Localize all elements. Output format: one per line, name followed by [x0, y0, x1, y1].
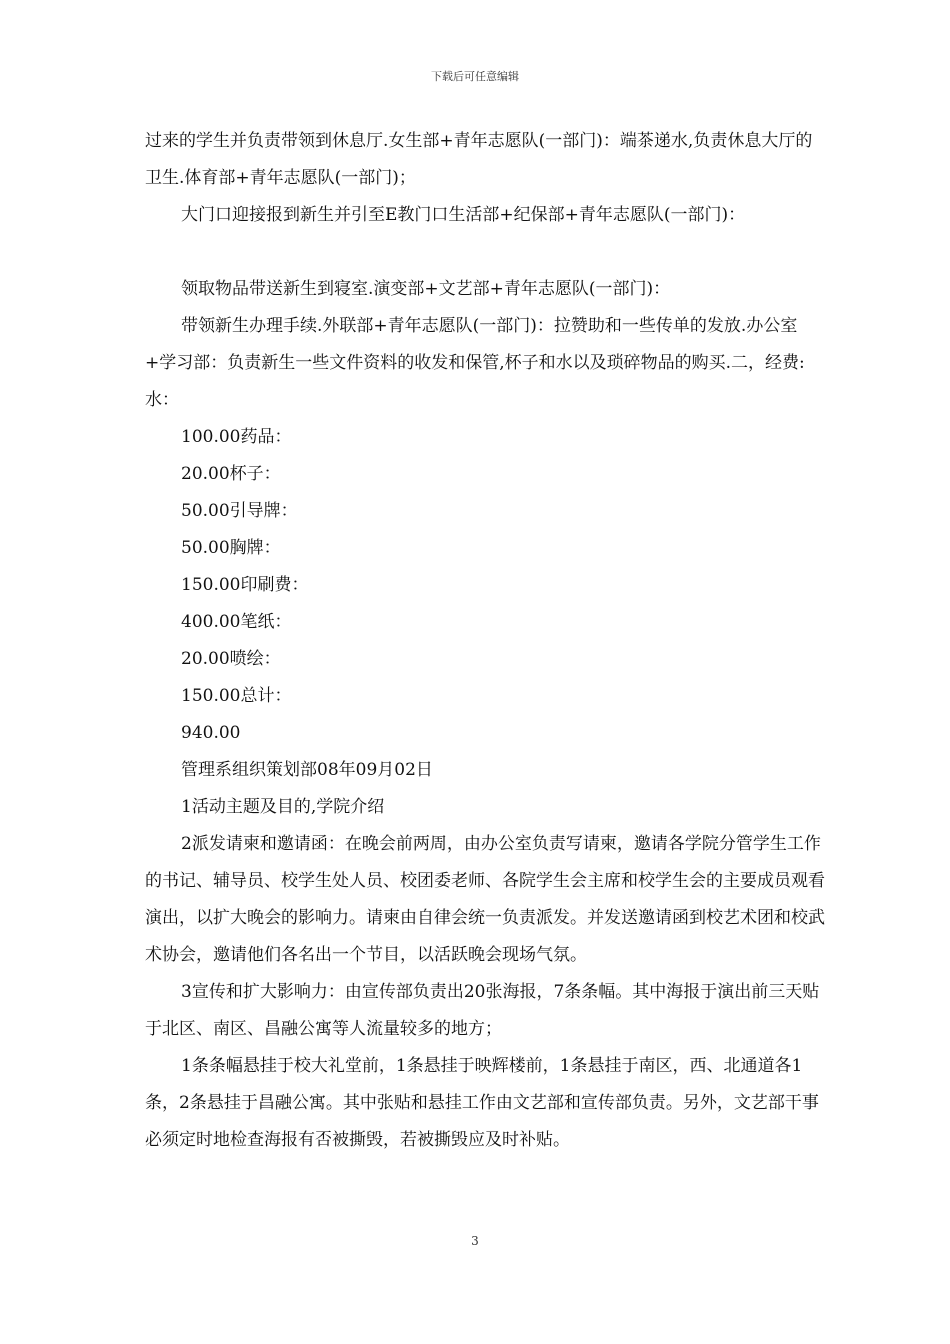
expense-guide-signs: 50.00引导牌： — [181, 501, 298, 521]
signature-date: 管理系组织策划部08年09月02日 — [181, 760, 433, 780]
page-number: 3 — [471, 1234, 479, 1248]
blank-line — [145, 234, 825, 271]
paragraph-publicity: 3宣传和扩大影响力：由宣传部负责出20张海报，7条条幅。其中海报于演出前三天贴于北区、南区、昌融公寓等人流量较多的地方； — [145, 982, 820, 1039]
expense-printing: 150.00印刷费： — [181, 575, 309, 595]
page-header: 下载后可任意编辑 — [431, 70, 519, 83]
section-heading-theme: 1活动主题及目的,学院介绍 — [181, 797, 385, 817]
expense-spray-print: 20.00喷绘： — [181, 649, 281, 669]
expense-pens-paper: 400.00笔纸： — [181, 612, 292, 632]
expense-cups: 20.00杯子： — [181, 464, 281, 484]
paragraph-dorm-escort: 领取物品带送新生到寝室.演变部+文艺部+青年志愿队(一部门)： — [181, 279, 671, 299]
document-body — [145, 123, 825, 1159]
paragraph-invitations: 2派发请柬和邀请函：在晚会前两周，由办公室负责写请柬，邀请各学院分管学生工作的书记、辅导员、校学生处人员、校团委老师、各院学生会主席和校学生会的主要成员观看演出，以扩大晚会的影响力。请柬由自律会统一负责派发。并发送邀请函到校艺术团和校武术协会，邀请他们各名出一个节目，以活跃晚会现场气氛。 — [145, 834, 825, 965]
expense-total-value: 940.00 — [181, 723, 241, 743]
paragraph-banners: 1条条幅悬挂于校大礼堂前，1条悬挂于映辉楼前，1条悬挂于南区，西、北通道各1条，2条悬挂于昌融公寓。其中张贴和悬挂工作由文艺部和宣传部负责。另外，文艺部干事必须定时地检查海报有否被撕毁，若被撕毁应及时补贴。 — [145, 1056, 819, 1150]
expense-medicine: 100.00药品： — [181, 427, 292, 447]
paragraph-volunteer-hall: 过来的学生并负责带领到休息厅.女生部+青年志愿队(一部门)：端茶递水,负责休息大厅的卫生.体育部+青年志愿队(一部门)； — [145, 131, 813, 188]
expense-total-label: 150.00总计： — [181, 686, 292, 706]
paragraph-registration: 带领新生办理手续.外联部+青年志愿队(一部门)：拉赞助和一些传单的发放.办公室+学习部：负责新生一些文件资料的收发和保管,杯子和水以及琐碎物品的购买.二，经费:水： — [145, 316, 805, 410]
paragraph-gate-reception: 大门口迎接报到新生并引至E教门口生活部+纪保部+青年志愿队(一部门)： — [181, 205, 746, 225]
expense-badges: 50.00胸牌： — [181, 538, 281, 558]
